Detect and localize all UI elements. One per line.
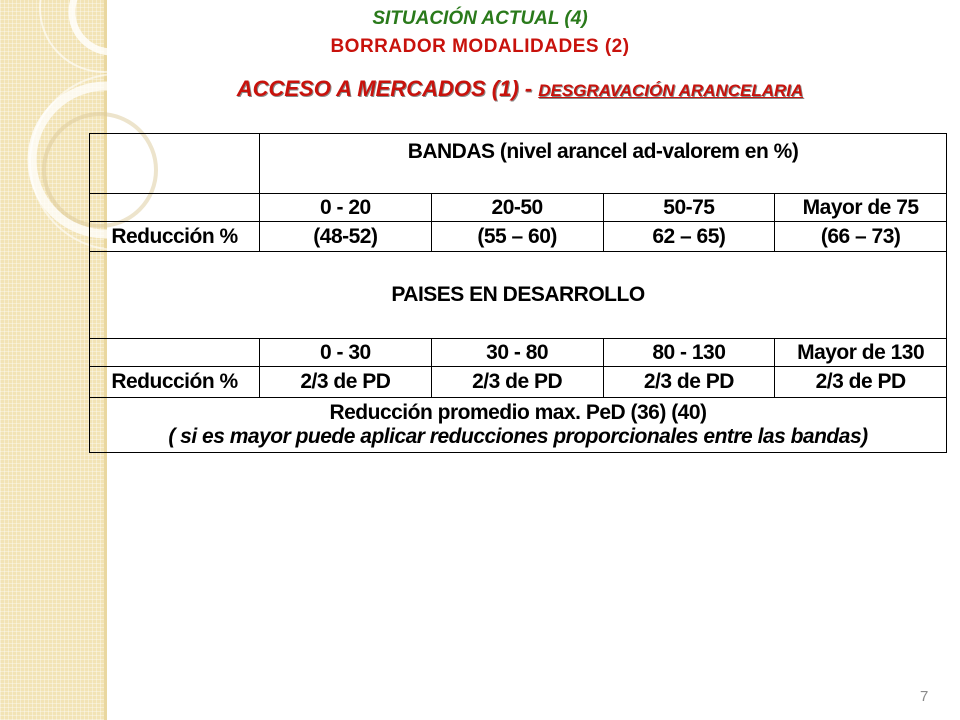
band-range-cell: Mayor de 130 bbox=[775, 339, 947, 367]
reduction-cell: 62 – 65) bbox=[603, 222, 775, 252]
table-row bbox=[90, 398, 947, 453]
band-range-cell: Mayor de 75 bbox=[775, 194, 947, 222]
table-row bbox=[90, 252, 947, 339]
table-row bbox=[90, 194, 947, 222]
band-range-cell: 30 - 80 bbox=[431, 339, 603, 367]
reduction-cell: 2/3 de PD bbox=[431, 367, 603, 398]
empty-cell bbox=[90, 194, 260, 222]
band-range-cell: 0 - 20 bbox=[260, 194, 432, 222]
empty-cell bbox=[90, 339, 260, 367]
note-line-1: Reducción promedio max. PeD (36) (40) bbox=[329, 401, 707, 424]
band-range-cell: 0 - 30 bbox=[260, 339, 432, 367]
reduction-cell: (66 – 73) bbox=[775, 222, 947, 252]
topic-underlined: DESGRAVACIÓN ARANCELARIA bbox=[538, 81, 804, 100]
tariff-reduction-table bbox=[89, 133, 947, 453]
note-line-2: ( si es mayor puede aplicar reducciones proporcionales entre las bandas) bbox=[168, 425, 868, 448]
band-range-cell: 20-50 bbox=[431, 194, 603, 222]
topic-prefix: ACCESO A MERCADOS (1) - bbox=[236, 76, 539, 101]
page-number: 7 bbox=[920, 688, 929, 705]
note-cell bbox=[90, 398, 947, 453]
reduction-cell: (55 – 60) bbox=[431, 222, 603, 252]
table-row bbox=[90, 222, 947, 252]
band-range-cell: 50-75 bbox=[603, 194, 775, 222]
reduction-cell: 2/3 de PD bbox=[603, 367, 775, 398]
bands-title: BANDAS (nivel arancel ad-valorem en %) bbox=[260, 134, 947, 194]
developing-countries-title: PAISES EN DESARROLLO bbox=[90, 252, 947, 339]
empty-cell bbox=[90, 134, 260, 194]
reduction-label: Reducción % bbox=[90, 367, 260, 398]
table-row bbox=[90, 367, 947, 398]
status-title: SITUACIÓN ACTUAL (4) bbox=[372, 8, 588, 29]
table-row bbox=[90, 134, 947, 194]
reduction-label: Reducción % bbox=[90, 222, 260, 252]
reduction-cell: 2/3 de PD bbox=[260, 367, 432, 398]
reduction-cell: 2/3 de PD bbox=[775, 367, 947, 398]
topic-heading bbox=[80, 76, 960, 102]
table-row bbox=[90, 339, 947, 367]
band-range-cell: 80 - 130 bbox=[603, 339, 775, 367]
reduction-cell: (48-52) bbox=[260, 222, 432, 252]
subtitle: BORRADOR MODALIDADES (2) bbox=[330, 36, 630, 57]
